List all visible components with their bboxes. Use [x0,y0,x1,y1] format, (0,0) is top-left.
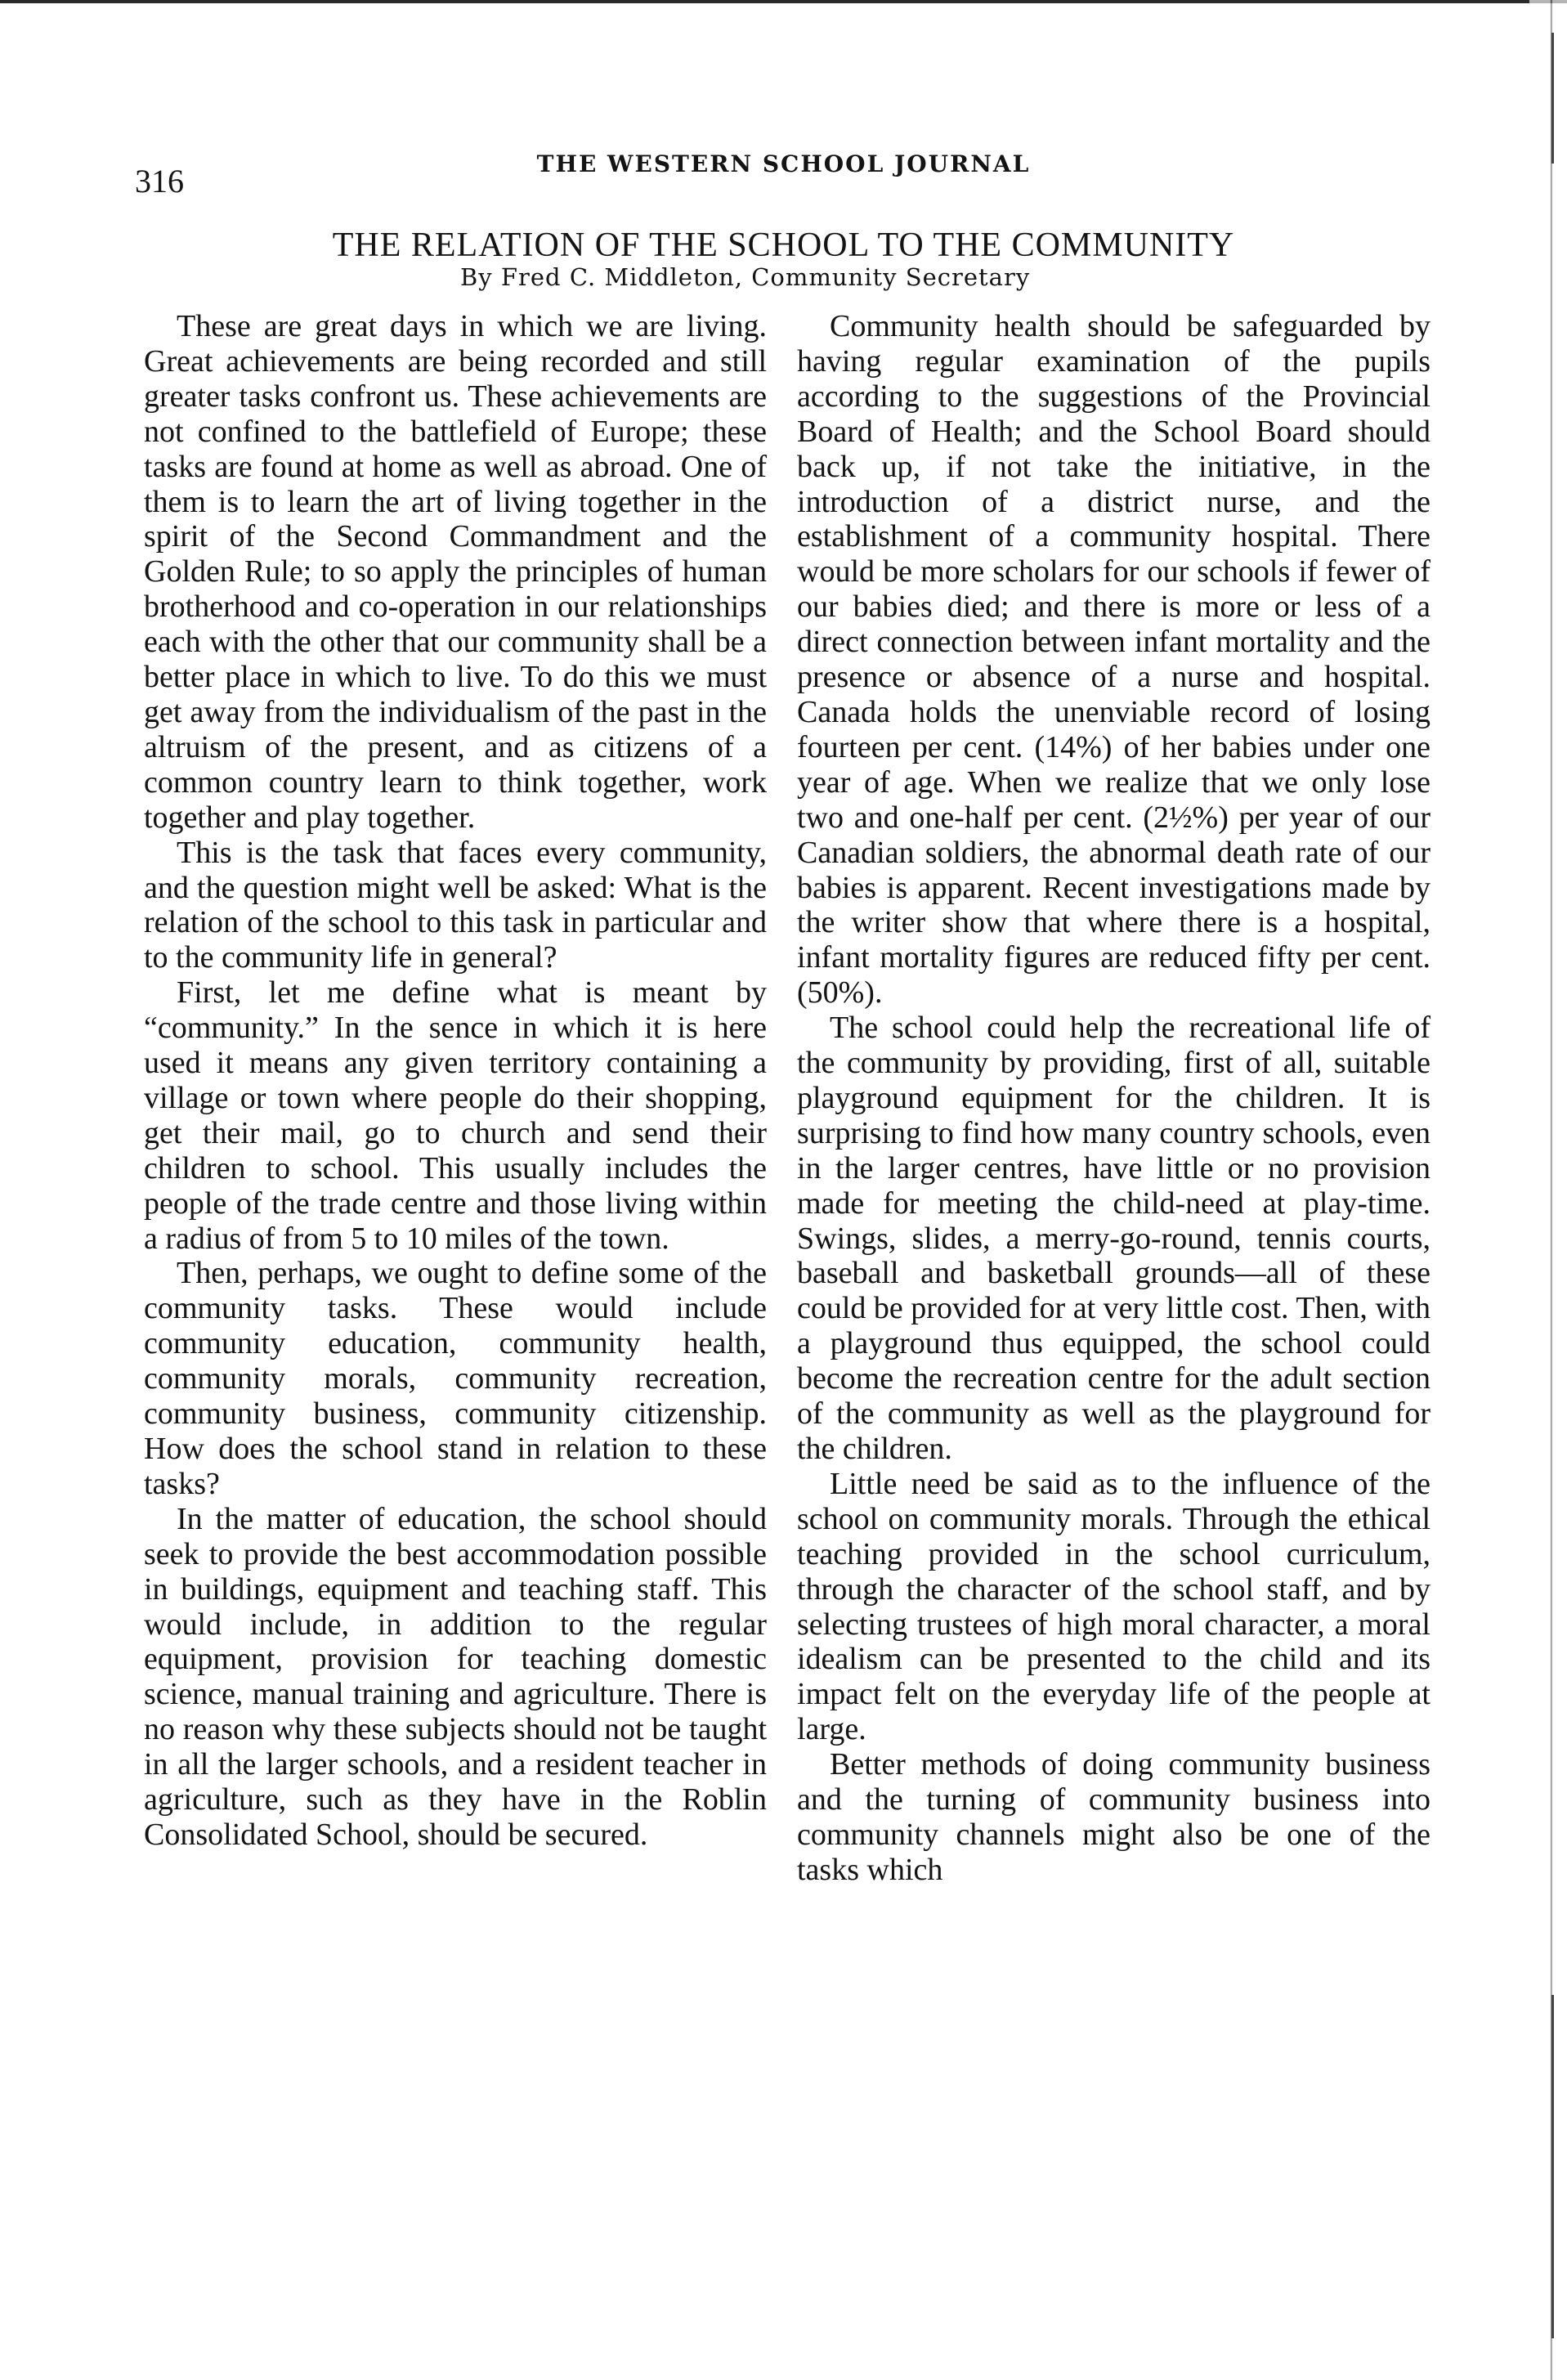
paragraph: Little need be said as to the influence of the school on community morals. Through the ethical teaching provided in the school curriculum, through the character of the school staff, and by selecting trustees of high moral character, a moral idealism can be presented to the child and its impact felt on the everyday life of the people at large. [797,1466,1430,1747]
page-number: 316 [135,163,184,199]
paragraph: Community health should be safeguarded by having regular examination of the pupils according to the suggestions of the Provincial Board of Health; and the School Board should back up, if not take the initiative, in the introduction of a district nurse, and the establishment of a community hospital. There would be more scholars for our schools if fewer of our babies died; and there is more or less of a direct connection between infant mortality and the presence or absence of a nurse and hospital. Canada holds the unenviable record of losing fourteen per cent. (14%) of her babies under one year of age. When we realize that we only lose two and one-half per cent. (2½%) per year of our Canadian soldiers, the abnormal death rate of our babies is apparent. Recent investigations made by the writer show that where there is a hospital, infant mortality figures are reduced fifty per cent. (50%). [797,309,1430,1011]
article-title: THE RELATION OF THE SCHOOL TO THE COMMUNITY [332,226,1235,264]
top-scan-border [0,0,1567,3]
running-head: THE WESTERN SCHOOL JOURNAL [536,150,1031,177]
left-column [144,309,767,1853]
paragraph: In the matter of education, the school should seek to provide the best accommodation possible in buildings, equipment and teaching staff. This would include, in addition to the regular equipment, provision for teaching domestic science, manual training and agriculture. There is no reason why these subjects should not be taught in all the larger schools, and a resident teacher in agriculture, such as they have in the Roblin Consolidated School, should be secured. [144,1501,767,1852]
right-scan-edge-mark [1551,1995,1554,2338]
paragraph: First, let me define what is meant by “community.” In the sence in which it is here used it means any given territory containing a village or town where people do their shopping, get their mail, go to church and send their children to school. This usually includes the people of the trade centre and those living within a radius of from 5 to 10 miles of the town. [144,975,767,1256]
right-scan-edge [1529,0,1567,2380]
paragraph: Better methods of doing community business and the turning of community business into community channels might also be one of the tasks which [797,1747,1430,1887]
paragraph: The school could help the recreational life of the community by providing, first of all, suitable playground equipment for the children. It is surprising to find how many country schools, even in the larger centres, have little or no provision made for meeting the child-need at play-time. Swings, slides, a merry-go-round, tennis courts, baseball and basketball grounds—all of these could be provided for at very little cost. Then, with a playground thus equipped, the school could become the recreation centre for the adult section of the community as well as the playground for the children. [797,1011,1430,1466]
paragraph: Then, perhaps, we ought to define some of the community tasks. These would include community education, community health, community morals, community recreation, community business, community citizenship. How does the school stand in relation to these tasks? [144,1256,767,1501]
paragraph: This is the task that faces every community, and the question might well be asked: What is the relation of the school to this task in particular and to the community life in general? [144,835,767,975]
right-column [797,309,1430,1888]
byline: By Fred C. Middleton, Community Secretary [460,263,1031,291]
right-scan-edge-mark [1551,33,1554,164]
paragraph: These are great days in which we are living. Great achievements are being recorded and still greater tasks confront us. These achievements are not confined to the battlefield of Europe; these tasks are found at home as well as abroad. One of them is to learn the art of living together in the spirit of the Second Commandment and the Golden Rule; to so apply the principles of human brotherhood and co-operation in our relationships each with the other that our community shall be a better place in which to live. To do this we must get away from the individualism of the past in the altruism of the present, and as citizens of a common country learn to think together, work together and play together. [144,309,767,835]
